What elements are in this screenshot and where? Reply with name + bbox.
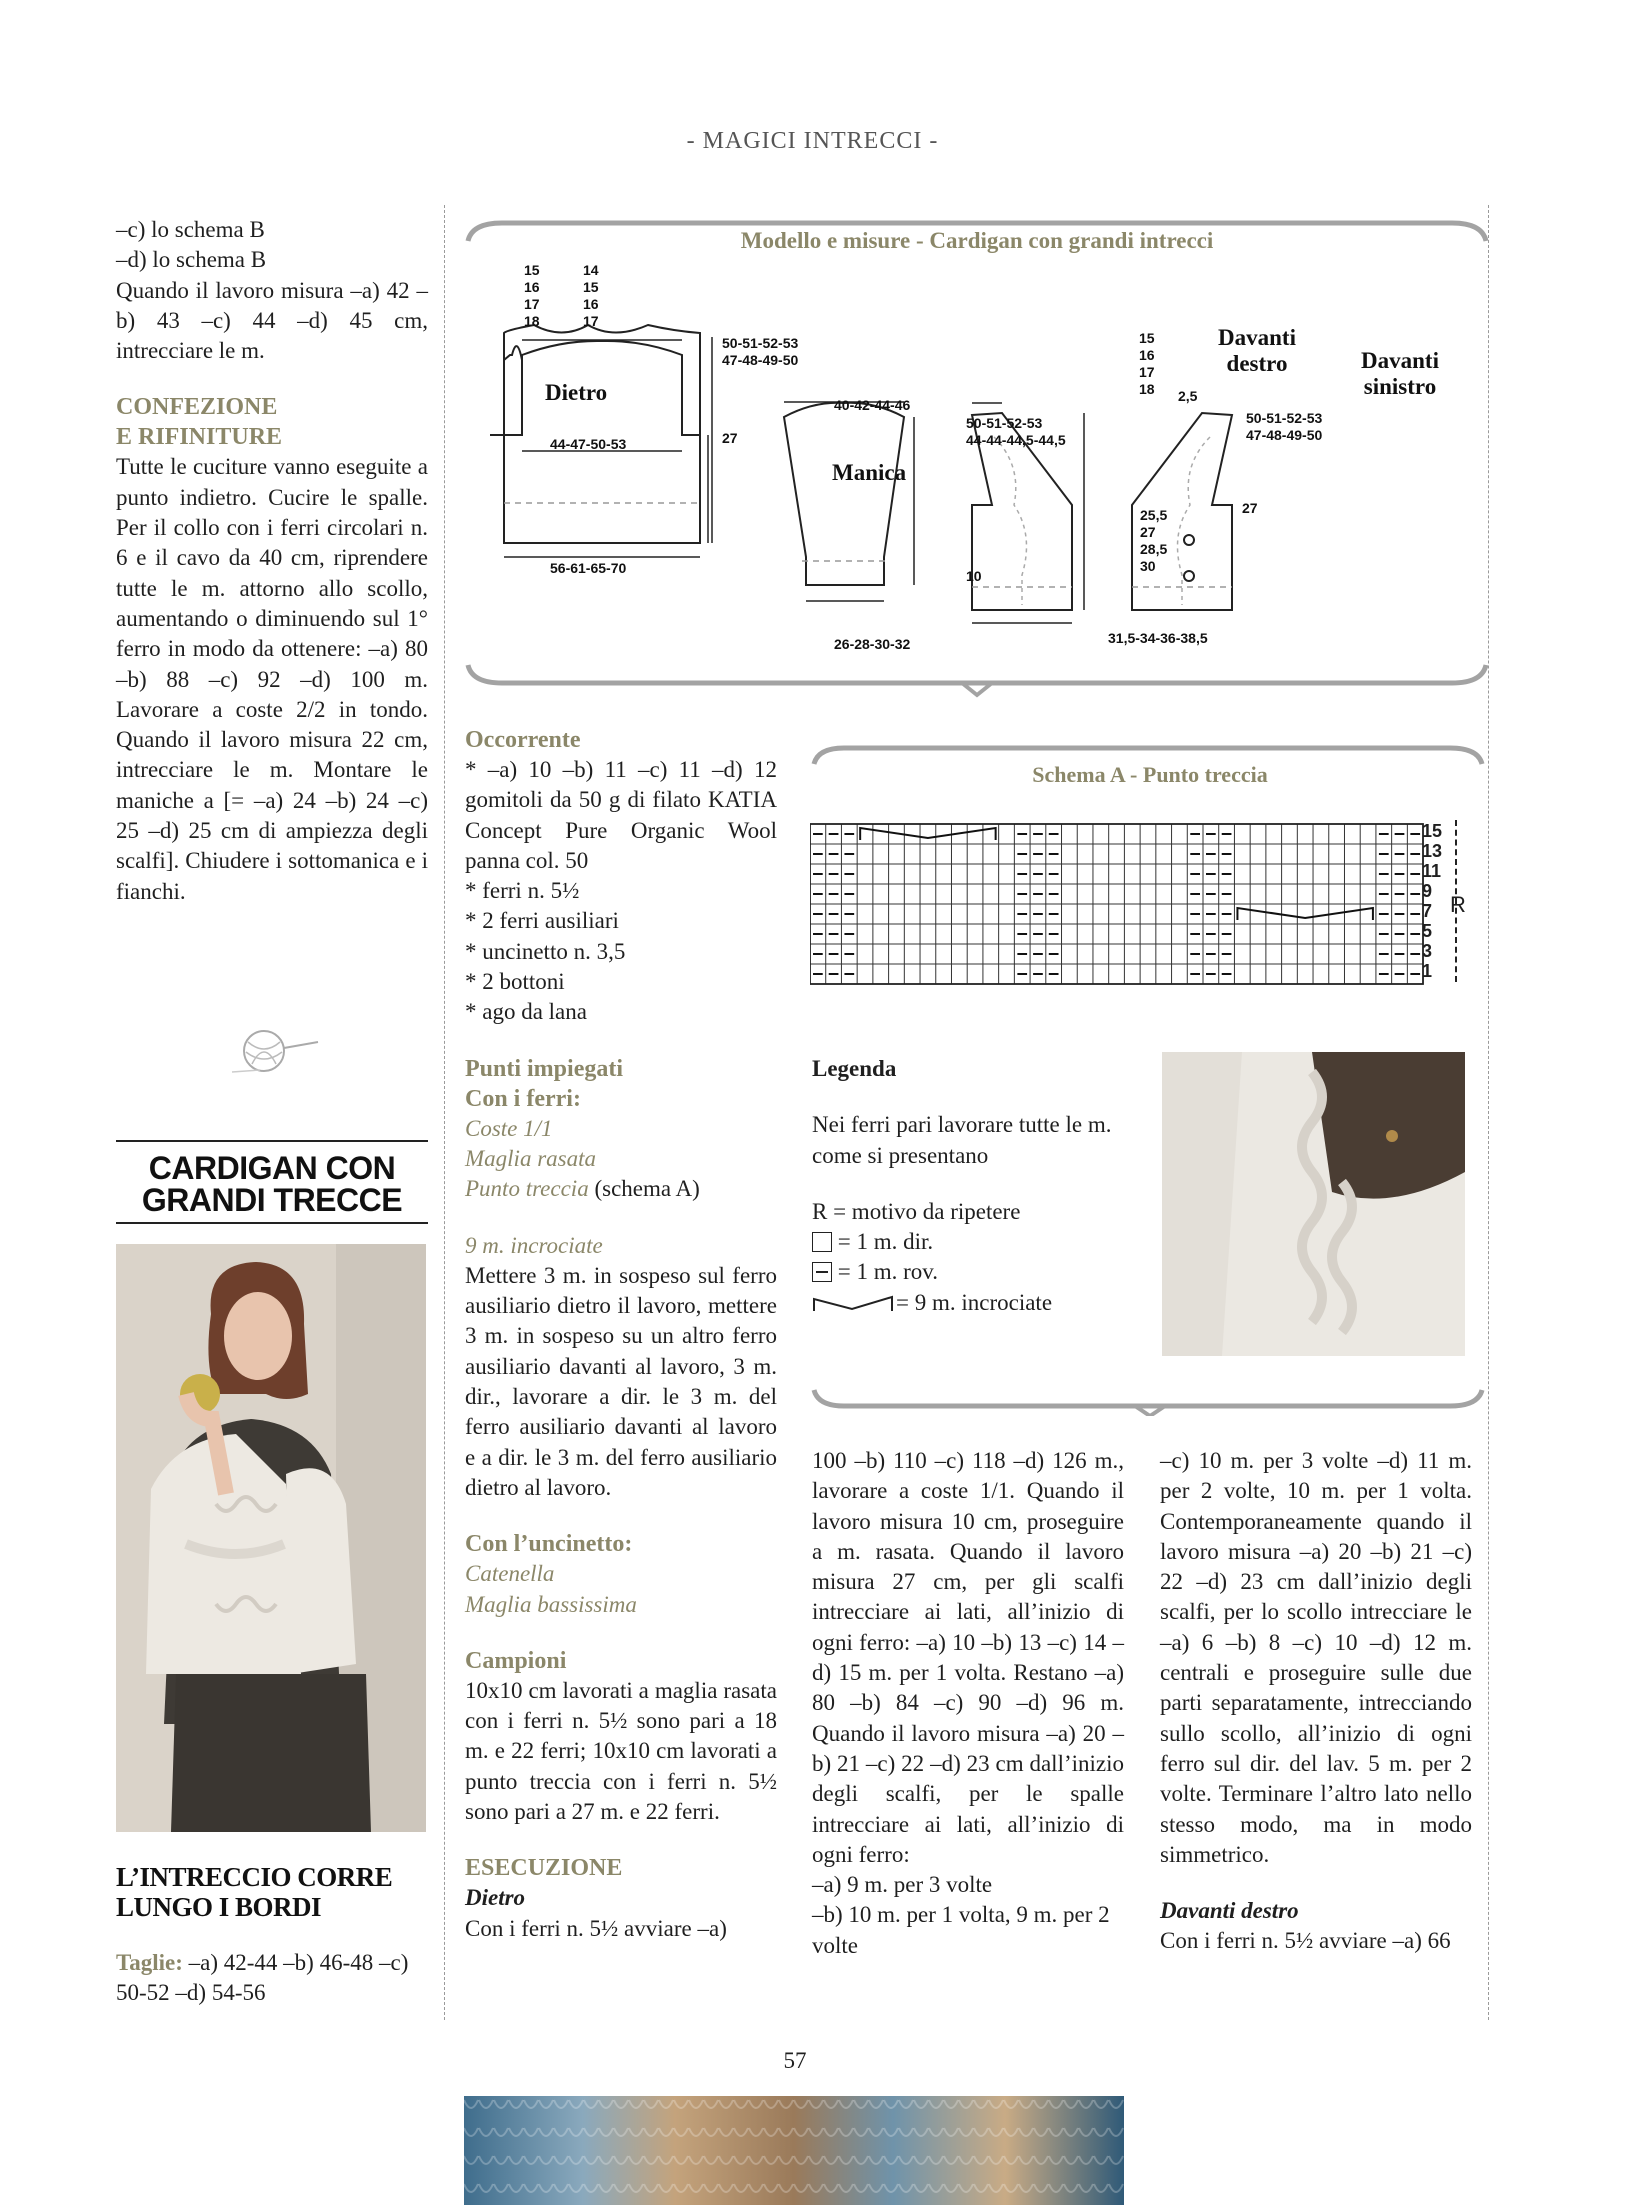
cable-cross-icon [812, 1293, 896, 1313]
measurement-diagram [462, 205, 1492, 705]
legenda-item: = 1 m. dir. [837, 1229, 934, 1255]
yarn-texture-image [464, 2096, 1124, 2205]
article-title-box [116, 1140, 428, 1224]
section-heading: CONFEZIONE [116, 394, 278, 421]
row-number: 15 [1422, 821, 1443, 841]
section-heading: Campioni [465, 1647, 567, 1674]
row-number: 7 [1422, 901, 1433, 921]
sub-heading: Con l’uncinetto: [465, 1531, 633, 1558]
measure: 30 [1140, 558, 1156, 574]
measure: 15 [1139, 330, 1155, 346]
measure-dietro-27: 27 [722, 430, 738, 446]
text-paragraph: Tutte le cuciture vanno eseguite a punto indietro. Cucire le spalle. Per il collo con i ferri circolari n. 6 e il cavo da 40 cm, riprendere tutte le m. attorno allo scollo, aumentando o diminuendo sul 1° ferro in modo da ottenere: –a) 80 –b) 88 –c) 92 –d) 100 m. Lavorare a coste 2/2 in tondo. Quando il lavoro misura 22 cm, intrecciare le m. Montare le maniche a [= –a) 24 –b) 24 –c) 25 –d) 25 cm di ampiezza degli scalfi]. Chiudere i sottomanica e i fianchi. [116, 454, 428, 904]
measure-dietro-width: 56-61-65-70 [550, 560, 627, 576]
measure: 50-51-52-53 [1246, 410, 1323, 426]
article-title: CARDIGAN CON [148, 1150, 396, 1186]
measure: 17 [524, 296, 540, 312]
piece-label-davanti-destro [1212, 325, 1302, 377]
taglie-value: –a) 42-44 –b) 46-48 –c) 50-52 –d) 54-56 [116, 1950, 409, 2006]
measure: 14 [583, 262, 599, 278]
legenda-item: = 9 m. incrociate [896, 1289, 1053, 1315]
column-1 [116, 215, 428, 907]
sub-heading: Dietro [465, 1885, 526, 1911]
legenda-item: R = motivo da ripetere [812, 1198, 1021, 1224]
stitch-name: 9 m. incrociate [465, 1232, 603, 1258]
measure: 28,5 [1140, 541, 1168, 557]
legenda-title: Legenda [812, 1056, 897, 1081]
measure-manica-10: 10 [966, 568, 982, 584]
measure: 47-48-49-50 [722, 352, 799, 368]
stitch-name: Coste 1/1 [465, 1115, 553, 1141]
section-heading: Occorrente [465, 727, 581, 753]
text-line: –d) lo schema B [116, 247, 267, 273]
measure: 27 [1140, 524, 1156, 540]
legenda [812, 1054, 1112, 1318]
column-2 [465, 725, 777, 1944]
column-rule [444, 205, 445, 2020]
subtitle: LUNGO I BORDI [116, 1892, 322, 1922]
measure: 25,5 [1140, 507, 1168, 523]
column-3 [812, 1446, 1124, 1961]
subtitle: L’INTRECCIO CORRE [116, 1862, 393, 1892]
measure-dd-25: 2,5 [1178, 388, 1198, 404]
text-line: –c) lo schema B [116, 217, 265, 242]
measure: 16 [524, 279, 540, 295]
model-photo [116, 1244, 426, 1832]
stitch-name: Catenella [465, 1561, 555, 1587]
measure: 44-44-44,5-44,5 [966, 432, 1066, 448]
diagram-title: Modello e misure - Cardigan con grandi intrecci [740, 228, 1214, 253]
row-number: 11 [1422, 861, 1442, 881]
list-item: * 2 bottoni [465, 969, 565, 995]
sub-heading: Con i ferri: [465, 1085, 581, 1112]
row-number: 3 [1422, 941, 1433, 961]
section-heading: Punti impiegati [465, 1055, 624, 1082]
sub-heading: Davanti destro [1160, 1898, 1299, 1924]
text-paragraph: 10x10 cm lavorati a maglia rasata con i ferri n. 5½ sono pari a 18 m. e 22 ferri; 10x10 cm lavorati a punto treccia con i ferri n. 5½ sono pari a 27 m. e 22 ferri. [465, 1677, 777, 1825]
row-numbers [1422, 821, 1442, 981]
list-item: * uncinetto n. 3,5 [465, 938, 626, 964]
text-line: –b) 10 m. per 1 volta, 9 m. per 2 volte [812, 1902, 1110, 1958]
knit-symbol-icon [812, 1232, 832, 1252]
text-paragraph: Quando il lavoro misura –a) 42 –b) 43 –c) 44 –d) 45 cm, intrecciare le m. [116, 277, 428, 364]
piece-label-dietro: Dietro [545, 380, 608, 405]
measure: 50-51-52-53 [966, 415, 1043, 431]
intreccio-block [116, 1862, 428, 2009]
running-head: - MAGICI INTRECCI - [686, 128, 939, 154]
measure-dietro-height [722, 335, 798, 369]
stitch-ref: (schema A) [588, 1176, 700, 1202]
list-item: * ago da lana [465, 999, 587, 1025]
measure: 16 [583, 296, 599, 312]
detail-photo [1162, 1052, 1465, 1356]
measure: 15 [583, 279, 599, 295]
list-item: * 2 ferri ausiliari [465, 908, 619, 934]
stitch-name: Maglia rasata [465, 1145, 596, 1171]
section-heading: ESECUZIONE [465, 1855, 623, 1882]
measure-dietro-chest: 44-47-50-53 [550, 436, 627, 452]
row-number: 9 [1422, 881, 1433, 901]
measure-dd-27: 27 [1242, 500, 1258, 516]
cable-cross-mark [1237, 908, 1372, 920]
page-number: 57 [783, 2048, 807, 2073]
piece-label-davanti-sinistro [1352, 348, 1448, 400]
text-paragraph: 100 –b) 110 –c) 118 –d) 126 m., lavorare a coste 1/1. Quando il lavoro misura 10 cm, proseguire a m. rasata. Quando il lavoro misura 27 cm, per gli scalfi intrecciare ai lati, all’inizio di ogni ferro: –a) 10 –b) 13 –c) 14 –d) 15 m. per 1 volta. Restano –a) 80 –b) 84 –c) 90 –d) 96 m. Quando il lavoro misura –a) 20 –b) 21 –c) 22 –d) 23 cm dall’inizio degli scalfi, per le spalle intrecciare ai lati, all’inizio di ogni ferro: [812, 1448, 1124, 1867]
repeat-marker: R [1450, 892, 1466, 917]
article-title: GRANDI TRECCE [141, 1182, 403, 1218]
piece-label-manica: Manica [832, 460, 907, 485]
label-line: Davanti [1361, 348, 1439, 373]
measure: 18 [524, 313, 540, 329]
legenda-note: Nei ferri pari lavorare tutte le m. come si presentano [812, 1112, 1112, 1168]
text-line: –a) 9 m. per 3 volte [812, 1872, 993, 1898]
measure: 50-51-52-53 [722, 335, 799, 351]
measure-neck-b [583, 262, 599, 330]
section-heading: E RIFINITURE [116, 424, 283, 451]
label-line: destro [1226, 351, 1288, 376]
yarn-ball-icon [222, 1020, 328, 1082]
label-line: sinistro [1363, 374, 1437, 399]
measure-neck-a [524, 262, 540, 330]
row-number: 13 [1422, 841, 1443, 861]
measure: 15 [524, 262, 540, 278]
measure-dd-neck [1139, 330, 1155, 398]
schema-title: Schema A - Punto treccia [1032, 762, 1268, 787]
cable-cross-mark [860, 828, 995, 840]
legenda-item: = 1 m. rov. [837, 1259, 939, 1285]
measure: 17 [583, 313, 599, 329]
measure: 47-48-49-50 [1246, 427, 1323, 443]
measure: 16 [1139, 347, 1155, 363]
row-number: 5 [1422, 921, 1433, 941]
text-line: Con i ferri n. 5½ avviare –a) 66 [1160, 1928, 1451, 1954]
row-number: 1 [1422, 961, 1433, 981]
column-4 [1160, 1446, 1472, 1957]
text-paragraph: Con i ferri n. 5½ avviare –a) [465, 1915, 727, 1941]
measure-dd-inner [1140, 507, 1167, 575]
section-divider [810, 1380, 1490, 1416]
text-paragraph: Mettere 3 m. in sospeso sul ferro ausiliario dietro il lavoro, mettere 3 m. in sospeso su un altro ferro ausiliario davanti al lavoro, 3 m. dir., lavorare a dir. le 3 m. del ferro ausiliario davanti al lavoro e a dir. le 3 m. del ferro ausiliario dietro al lavoro. [465, 1262, 777, 1500]
taglie-label: Taglie: [116, 1950, 183, 1975]
measure-manica-bottom: 26-28-30-32 [834, 636, 911, 652]
measure-manica-height [966, 415, 1066, 449]
measure-dd-height [1246, 410, 1322, 444]
measure: 18 [1139, 381, 1155, 397]
list-item: * ferri n. 5½ [465, 878, 580, 904]
stitch-name: Maglia bassissima [465, 1591, 637, 1617]
purl-symbol-icon [812, 1262, 832, 1282]
measure: 17 [1139, 364, 1155, 380]
label-line: Davanti [1218, 325, 1296, 350]
text-paragraph: –c) 10 m. per 3 volte –d) 11 m. per 2 volte, 10 m. per 1 volta. Contemporaneamente quando il lavoro misura –a) 20 –b) 21 –c) 22 –d) 23 cm dall’inizio degli scalfi, per lo scollo intrecciare le –a) 6 –b) 8 –c) 10 –d) 12 m. centrali e proseguire sulle due parti separatamente, intrecciando sullo scollo, all’inizio di ogni ferro sul dir. del lav. 5 m. per 2 volte. Terminare l’altro lato nello stesso modo, ma in modo simmetrico. [1160, 1448, 1472, 1867]
measure-manica-top: 40-42-44-46 [834, 397, 911, 413]
measure-dd-bottom: 31,5-34-36-38,5 [1108, 630, 1208, 646]
stitch-name: Punto treccia [465, 1176, 589, 1202]
list-item: * –a) 10 –b) 11 –c) 11 –d) 12 gomitoli da 50 g di filato KATIA Concept Pure Organic Wool panna col. 50 [465, 757, 777, 873]
